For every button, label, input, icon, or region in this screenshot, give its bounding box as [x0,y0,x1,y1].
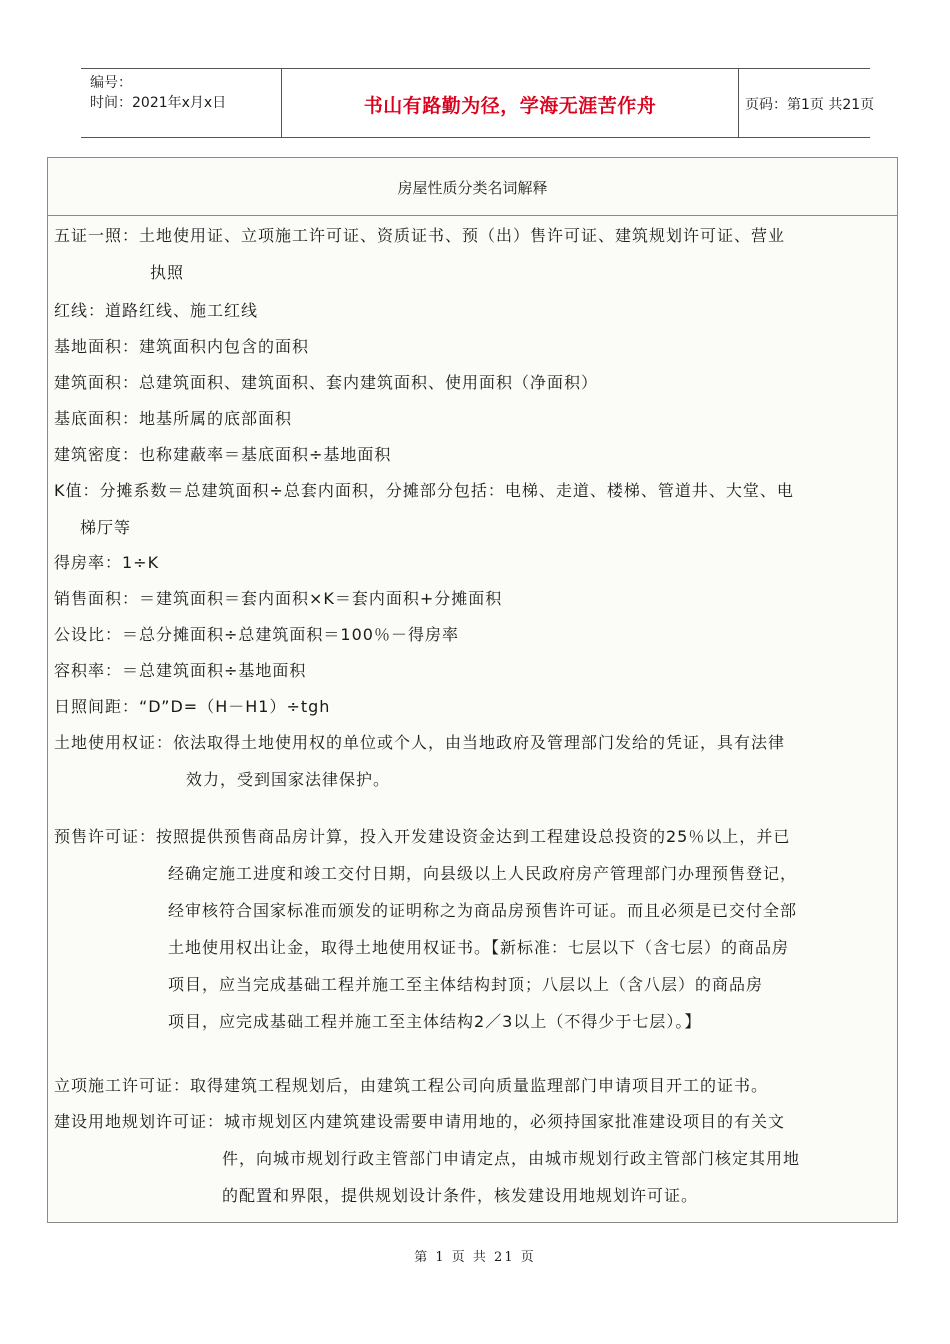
entry-line: 效力，受到国家法律保护。 [186,770,391,789]
entry-line: 件，向城市规划行政主管部门申请定点，由城市规划行政主管部门核定其用地 [222,1149,801,1168]
entry-line: 的配置和界限，提供规划设计条件，核发建设用地规划许可证。 [222,1186,699,1205]
entry-line: 容积率：＝总建筑面积÷基地面积 [54,661,307,680]
header-page-info: 页码：第1页 共21页 [745,97,875,113]
document-number-label: 编号： [90,75,132,91]
document-time-label: 时间：2021年x月x日 [90,95,227,111]
header-slogan-cell [281,69,739,137]
entry-line: 建设用地规划许可证：城市规划区内建筑建设需要申请用地的，必须持国家批准建设项目的有关文 [54,1112,786,1131]
entry-line: K值：分摊系数＝总建筑面积÷总套内面积，分摊部分包括：电梯、走道、楼梯、管道井、大堂、电 [54,481,794,500]
entry-line: 土地使用权出让金，取得土地使用权证书。【新标准：七层以下（含七层）的商品房 [168,938,790,957]
entry-line: 得房率：1÷K [54,553,160,572]
header-meta-cell [81,69,281,137]
entry-line: 项目，应完成基础工程并施工至主体结构2／3以上（不得少于七层）。】 [168,1012,702,1031]
entry-line: 预售许可证：按照提供预售商品房计算，投入开发建设资金达到工程建设总投资的25％以上，并已 [54,827,791,846]
entry-line: 土地使用权证：依法取得土地使用权的单位或个人，由当地政府及管理部门发给的凭证，具有法律 [54,733,786,752]
entry-line: 销售面积：＝建筑面积＝套内面积×K＝套内面积+分摊面积 [54,589,503,608]
title-row [48,158,897,216]
entry-line: 建筑密度：也称建蔽率＝基底面积÷基地面积 [54,445,392,464]
page-footer: 第 1 页 共 21 页 [414,1250,536,1265]
entry-line: 红线：道路红线、施工红线 [54,301,259,320]
entry-line: 经审核符合国家标准而颁发的证明称之为商品房预售许可证。而且必须是已交付全部 [168,901,798,920]
header-slogan: 书山有路勤为径，学海无涯苦作舟 [363,95,657,117]
entry-line: 执照 [150,263,185,282]
entry-line: 日照间距：“D”D=（H－H1）÷tgh [54,697,331,716]
document-frame [47,157,898,1223]
entry-line: 基底面积：地基所属的底部面积 [54,409,293,428]
header-page-cell [737,69,875,137]
document-title: 房屋性质分类名词解释 [397,179,548,197]
entry-line: 项目，应当完成基础工程并施工至主体结构封顶；八层以上（含八层）的商品房 [168,975,764,994]
entry-line: 经确定施工进度和竣工交付日期，向县级以上人民政府房产管理部门办理预售登记， [168,864,798,883]
entry-line: 建筑面积：总建筑面积、建筑面积、套内建筑面积、使用面积（净面积） [54,373,599,392]
entry-line: 立项施工许可证：取得建筑工程规划后，由建筑工程公司向质量监理部门申请项目开工的证书。 [54,1076,769,1095]
entry-line: 公设比：＝总分摊面积÷总建筑面积＝100％－得房率 [54,625,459,644]
page-header [81,68,875,138]
entry-line: 基地面积：建筑面积内包含的面积 [54,337,310,356]
entry-line: 五证一照：土地使用证、立项施工许可证、资质证书、预（出）售许可证、建筑规划许可证、营业 [54,226,786,245]
entry-line: 梯厅等 [80,518,132,537]
